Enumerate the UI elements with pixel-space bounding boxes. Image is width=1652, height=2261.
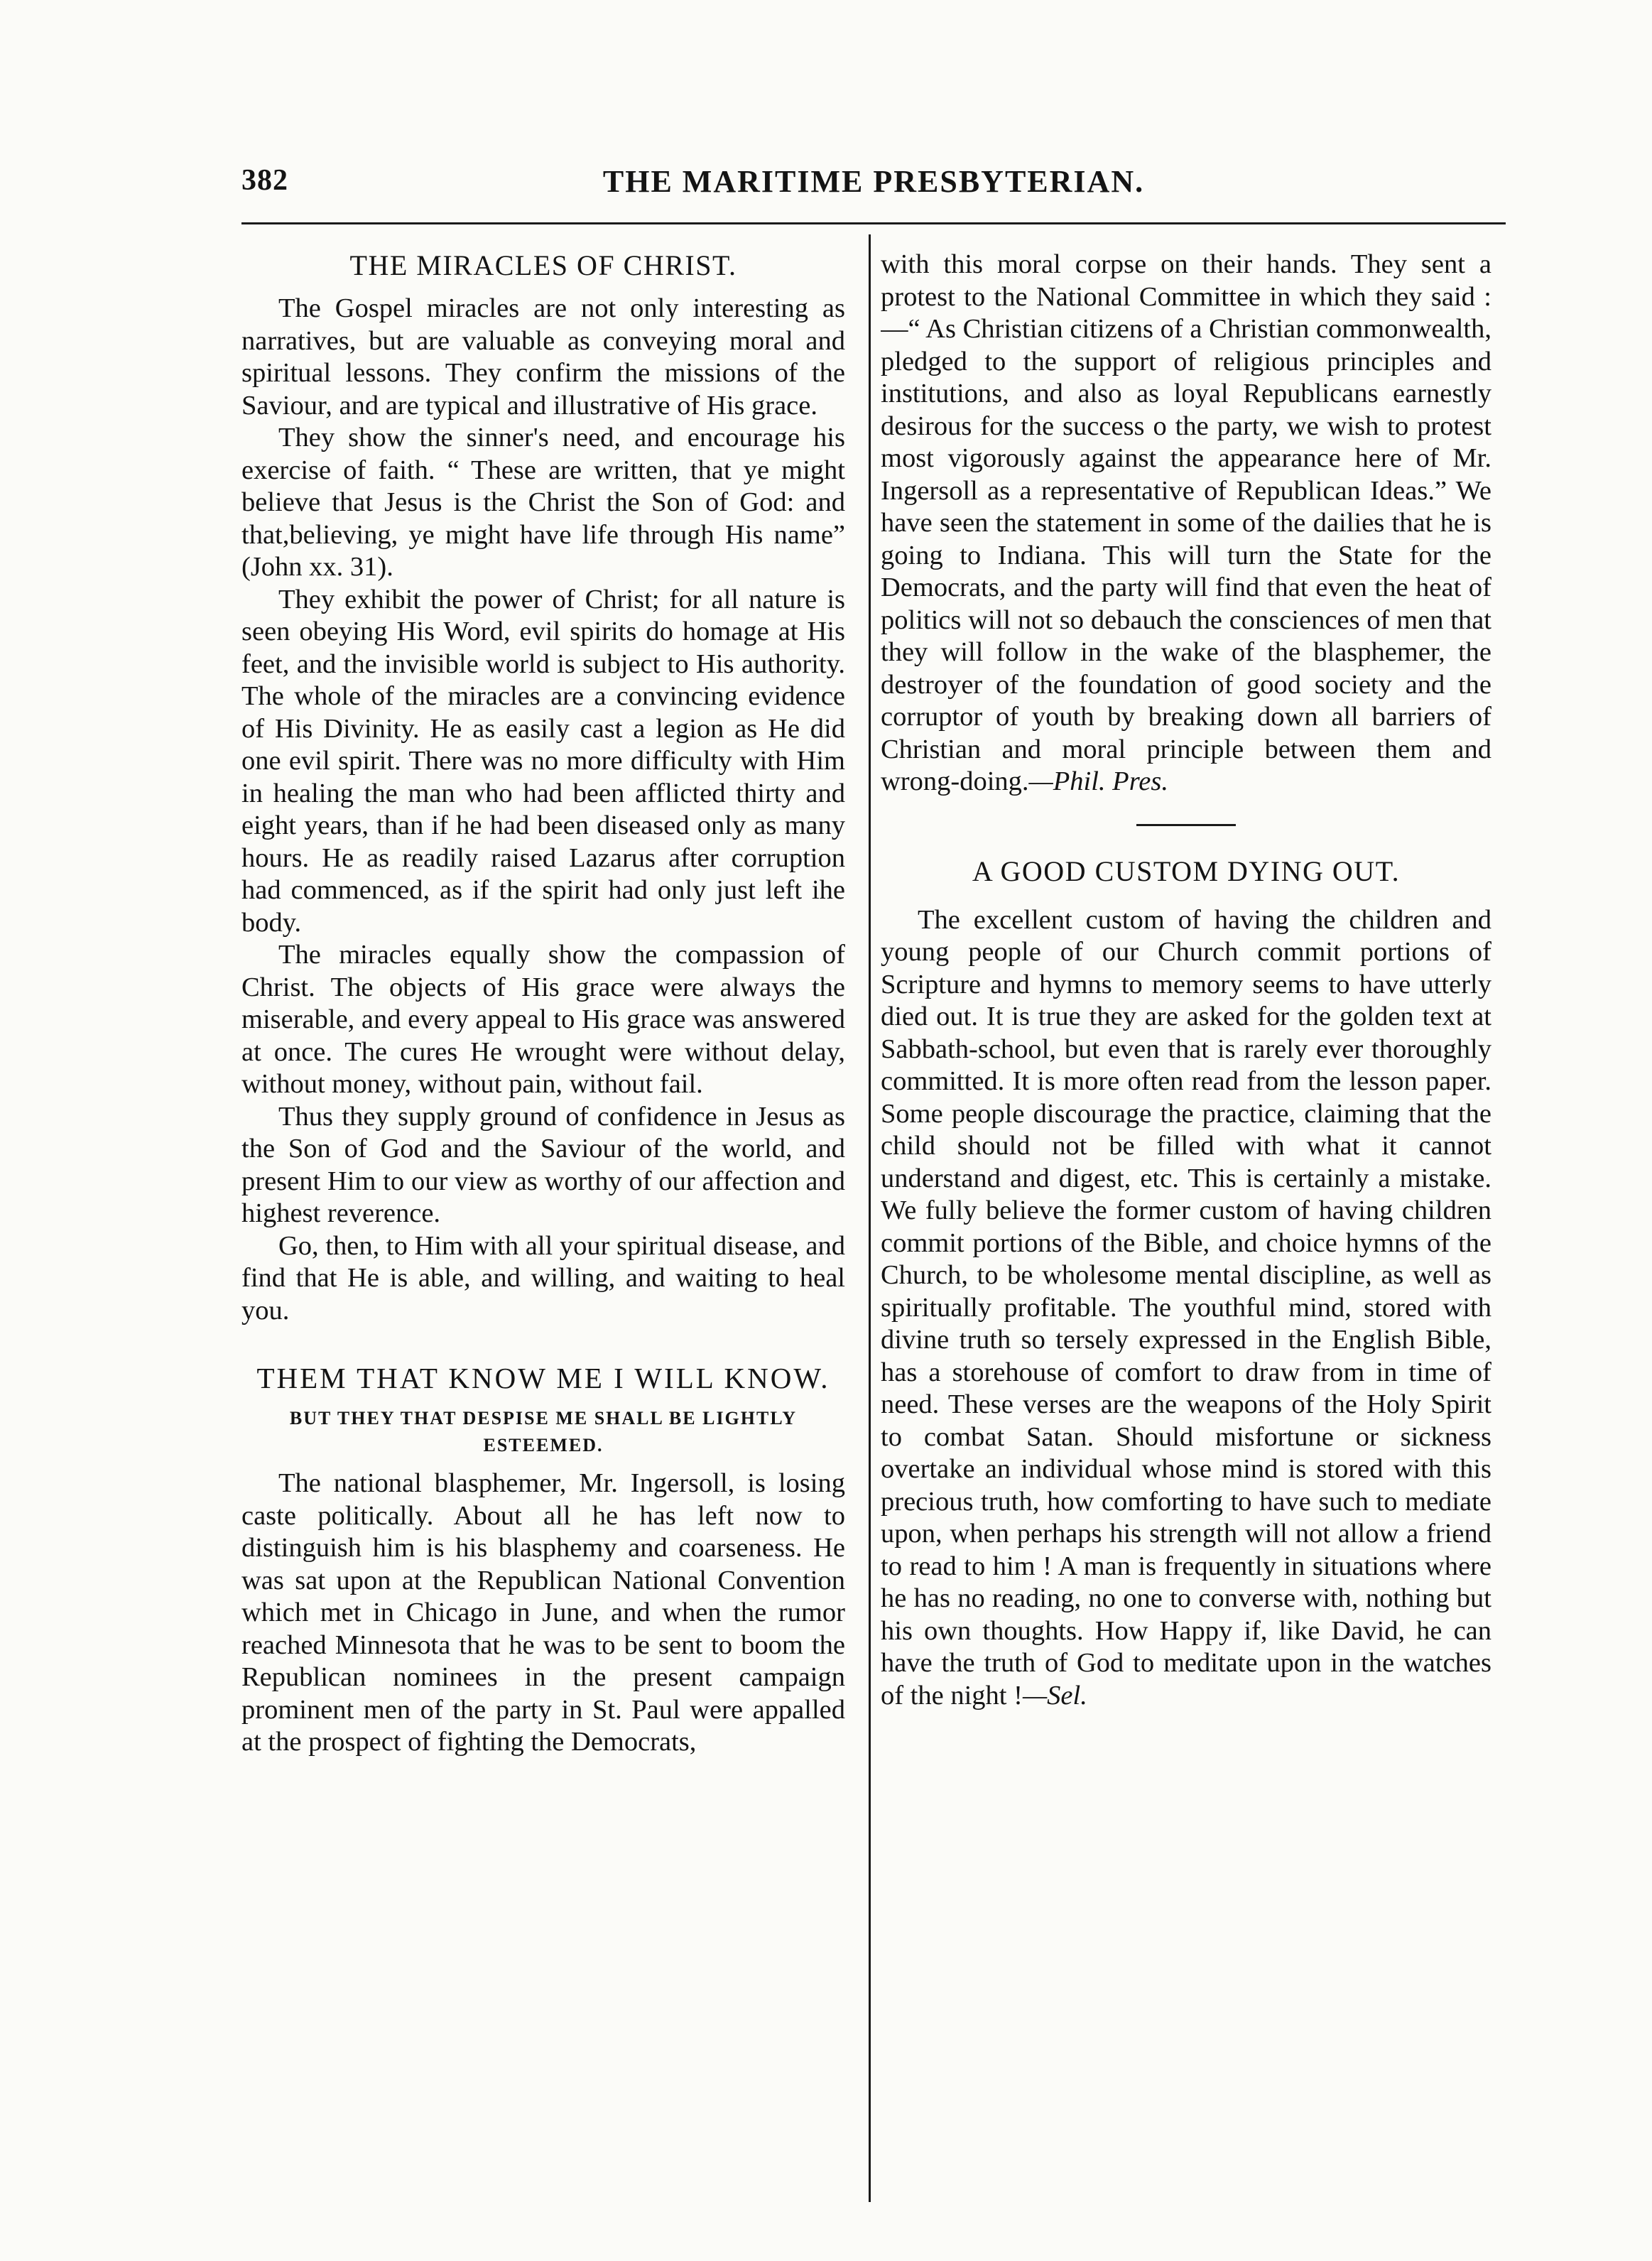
source-signature: —Phil. Pres. [1028, 766, 1168, 796]
article-paragraph-continued [881, 249, 1491, 798]
article-paragraph-text: The excellent custom of having the children and young people of our Church commit portions of Scripture and hymns to memory seems to have utterly died out. It is true they are asked for the golden text at Sabbath-school, but even that is rarely ever thoroughly committed. It is more often read from the lesson paper. Some people discourage the practice, claiming that the child should not be filled with what it cannot understand and digest, etc. This is certainly a mistake. We fully believe the former custom of having children commit portions of the Bible, and choice hymns of the Church, to be wholesome mental discipline, as well as spiritually profitable. The youthful mind, stored with divine truth so tersely expressed in the English Bible, has a storehouse of comfort to draw from in time of need. These verses are the weapons of the Holy Spirit to combat Satan. Should misfortune or sickness overtake an individual whose mind is stored with this precious truth, how comforting to have such to mediate upon, when perhaps his strength will not allow a friend to read to him ! A man is frequently in situations where he has no reading, no one to converse with, nothing but his own thoughts. How Happy if, like David, he can have the truth of God to meditate upon in the watches of the night ! [881, 904, 1491, 1710]
article-title-miracles: THE MIRACLES OF CHRIST. [349, 249, 737, 281]
running-title: THE MARITIME PRESBYTERIAN. [602, 164, 1145, 199]
column-divider [869, 234, 871, 2202]
article-paragraph: The national blasphemer, Mr. Ingersoll, is losing caste politically. About all he has left now to distinguish him is his blasphemy and coarseness. He was sat upon at the Republican National Convention which met in Chicago in June, and when the rumor reached Minnesota that he was to be sent to boom the Republican nominees in the present campaign prominent men of the party in St. Paul were appalled at the prospect of fighting the Democrats, [241, 1468, 845, 1757]
header-rule [241, 222, 1506, 224]
article-paragraph [881, 904, 1491, 1713]
article-paragraph-text: with this moral corpse on their hands. They sent a protest to the National Committee in which they said :—“ As Christian citizens of a Christian commonwealth, pledged to the support of religious principles and institutions, and also as loyal Republicans earnestly desirous for the success o the party, we wish to protest most vigorously against the appearance here of Mr. Ingersoll as a representative of Republican Ideas.” We have seen the statement in some of the dailies that he is going to Indiana. This will turn the State for the Democrats, and the party will find that even the heat of politics will not so debauch the consciences of men that they will follow in the wake of the blasphemer, the destroyer of the foundation of good society and the corruptor of youth by breaking down all barriers of Christian and moral principle between them and wrong-doing. [881, 249, 1491, 796]
article-title-know-me: THEM THAT KNOW ME I WILL KNOW. [256, 1362, 830, 1394]
left-column [241, 249, 845, 2209]
article-paragraph: They exhibit the power of Christ; for all nature is seen obeying His Word, evil spirits do homage at His feet, and the invisible world is subject to His authority. The whole of the miracles are a convincing evidence of His Divinity. He as easily cast a legion as He did one evil spirit. There was no more difficulty with Him in healing the man who had been afflicted thirty and eight years, than if he had been diseased only as many hours. He as readily raised Lazarus after corruption had commenced, as if the spirit had only just left ihe body. [241, 584, 845, 938]
page-header [241, 163, 1506, 213]
article-paragraph: They show the sinner's need, and encourage his exercise of faith. “ These are written, that ye might believe that Jesus is the Christ the Son of God: and that,believing, ye might have life through His name” (John xx. 31). [241, 423, 845, 582]
article-title-good-custom: A GOOD CUSTOM DYING OUT. [972, 855, 1401, 887]
article-subtitle: BUT THEY THAT DESPISE ME SHALL BE LIGHTLY ESTEEMED. [289, 1408, 798, 1455]
article-paragraph: The Gospel miracles are not only interesting as narratives, but are valuable as conveying moral and spiritual lessons. They confirm the missions of the Saviour, and are typical and illustrative of His grace. [241, 293, 845, 421]
source-signature: —Sel. [1022, 1680, 1087, 1710]
section-divider [1136, 824, 1236, 826]
article-paragraph: Thus they supply ground of confidence in Jesus as the Son of God and the Saviour of the world, and present Him to our view as worthy of our affection and highest reverence. [241, 1101, 845, 1228]
article-paragraph: The miracles equally show the compassion of Christ. The objects of His grace were always the miserable, and every appeal to His grace was answered at once. The cures He wrought were without delay, without money, without pain, without fail. [241, 940, 845, 1099]
right-column [881, 249, 1491, 2209]
article-paragraph: Go, then, to Him with all your spiritual disease, and find that He is able, and willing, and waiting to heal you. [241, 1230, 845, 1325]
page-number: 382 [241, 164, 288, 197]
